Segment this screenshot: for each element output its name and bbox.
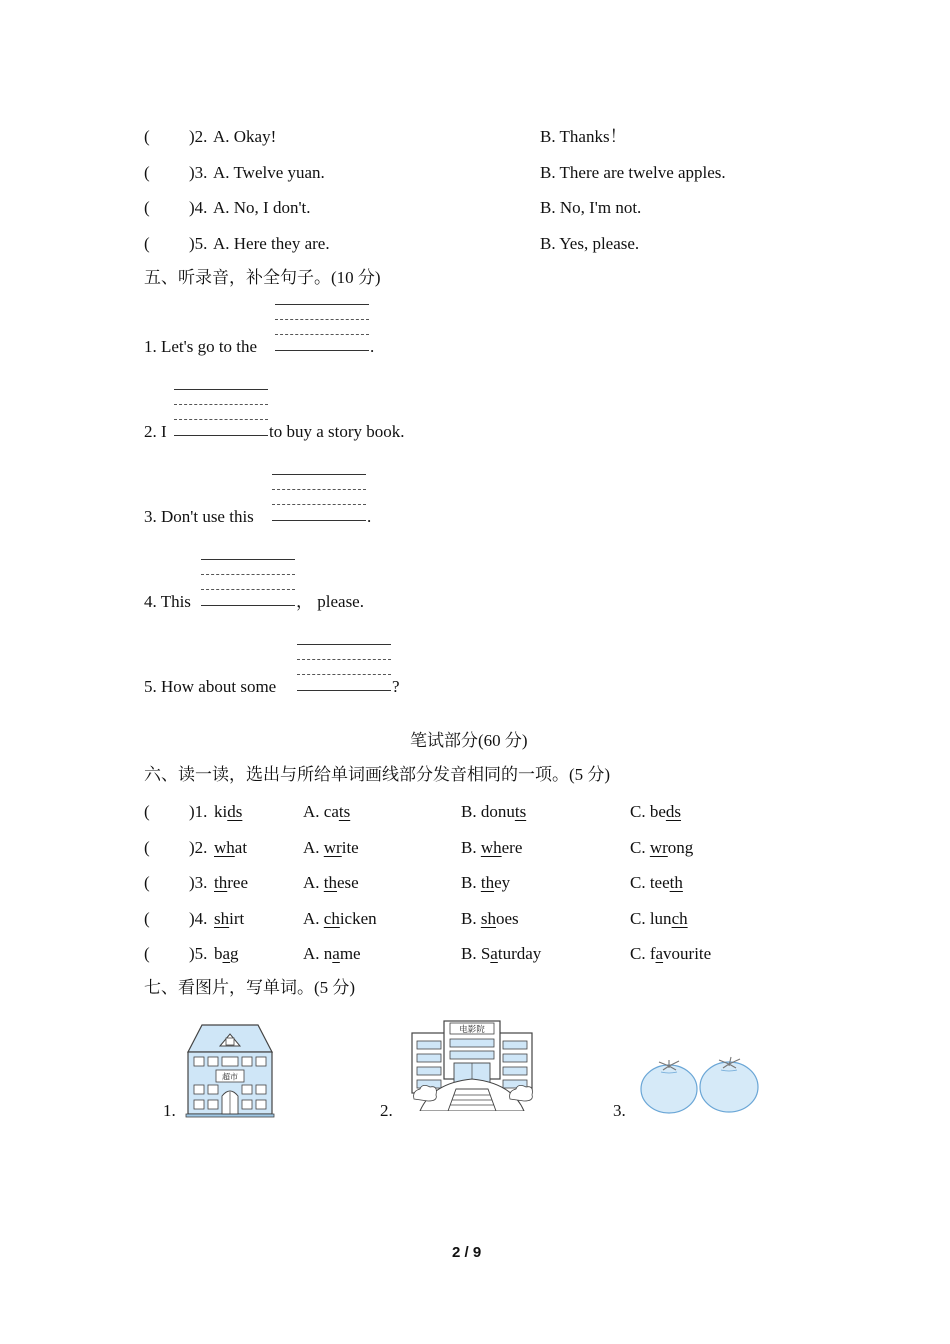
writing-line — [275, 319, 369, 320]
underlined-part: a — [490, 944, 498, 963]
word-part: A. — [303, 873, 324, 892]
question-number: )3. — [189, 873, 208, 892]
option-b — [461, 802, 526, 822]
writing-line — [174, 435, 268, 436]
option-b — [461, 873, 510, 893]
question-number: )2. — [189, 837, 208, 857]
underlined-part: wh — [480, 837, 502, 857]
writing-line — [297, 674, 391, 675]
given-word — [214, 909, 244, 929]
writing-line — [272, 520, 366, 521]
sentence-text-before: 3. Don't use this — [144, 507, 254, 526]
word-part: C. tee — [630, 873, 670, 892]
word-part: A. — [303, 908, 324, 928]
section5-title: 五、听录音，补全句子。(10 分) — [144, 268, 381, 287]
option-a — [303, 873, 359, 893]
listening-number: )4. — [189, 198, 208, 217]
section7-item-2-number: 2. — [380, 1101, 393, 1120]
writing-lines — [201, 559, 295, 607]
given-word — [214, 944, 239, 964]
writing-lines — [275, 304, 369, 352]
written-part-title: 笔试部分(60 分) — [410, 731, 528, 750]
option-c — [630, 944, 711, 964]
question-paren: ( — [144, 944, 150, 963]
writing-line — [201, 574, 295, 575]
word-part: vourite — [663, 944, 712, 963]
writing-line — [297, 690, 391, 691]
word-part: B. — [461, 873, 481, 892]
listening-option-b: B. There are twelve apples. — [540, 162, 726, 182]
question-paren: ( — [144, 837, 150, 857]
listening-paren: ( — [144, 162, 150, 182]
given-word — [214, 802, 242, 822]
question-number: )5. — [189, 944, 208, 963]
option-c — [630, 909, 688, 929]
word-part: ere — [501, 837, 523, 857]
word-part: ite — [341, 837, 359, 857]
sentence-text-after: ? — [392, 677, 400, 696]
given-word — [214, 838, 247, 858]
sentence-text-after: . — [367, 507, 372, 526]
option-c — [630, 838, 693, 858]
section7-title: 七、看图片，写单词。(5 分) — [144, 978, 356, 997]
word-part: B. — [461, 908, 481, 928]
word-part: A. ca — [303, 802, 339, 821]
word-part: C. — [630, 837, 650, 857]
writing-lines — [297, 644, 391, 692]
word-part: ong — [667, 837, 694, 857]
sentence-text-after: . — [370, 337, 375, 356]
word-part: B. S — [461, 944, 491, 963]
option-c — [630, 802, 681, 822]
writing-lines — [174, 389, 268, 437]
sentence-text-before: 2. I — [144, 422, 167, 441]
writing-line — [275, 350, 369, 351]
underlined-part: th — [214, 873, 228, 892]
writing-line — [174, 404, 268, 405]
underlined-part: a — [655, 944, 664, 963]
listening-option-a: A. Okay! — [213, 127, 277, 146]
underlined-part: sh — [480, 908, 496, 928]
sentence-text-before: 5. How about some — [144, 677, 277, 696]
question-paren: ( — [144, 873, 150, 892]
underlined-part: ds — [227, 802, 243, 821]
option-a — [303, 909, 377, 929]
word-part: irt — [229, 908, 245, 928]
section7-item-1-number: 1. — [163, 1101, 176, 1120]
underlined-part: th — [480, 873, 495, 892]
listening-option-b: B. Yes, please. — [540, 233, 640, 253]
writing-line — [272, 489, 366, 490]
option-a — [303, 944, 361, 964]
underlined-part: th — [669, 873, 683, 892]
listening-option-a: A. No, I don't. — [213, 198, 311, 217]
word-part: C. be — [630, 802, 666, 821]
cinema-building-image — [408, 1019, 536, 1111]
sentence-text-before: 1. Let's go to the — [144, 337, 258, 356]
word-part: ree — [227, 873, 248, 892]
writing-line — [201, 589, 295, 590]
option-a — [303, 802, 350, 822]
listening-number: )2. — [189, 127, 208, 146]
listening-number: )5. — [189, 233, 208, 253]
writing-lines — [272, 474, 366, 522]
section7-item-3-number: 3. — [613, 1101, 626, 1120]
writing-line — [201, 605, 295, 606]
underlined-part: ds — [665, 802, 682, 821]
cinema-sign: 电影院 — [459, 1025, 485, 1035]
word-part: turday — [497, 944, 542, 963]
listening-paren: ( — [144, 198, 150, 217]
word-part: B. — [461, 837, 481, 857]
question-paren: ( — [144, 802, 150, 821]
underlined-part: ts — [338, 802, 351, 821]
underlined-part: sh — [214, 908, 230, 928]
word-part: me — [339, 944, 361, 963]
word-part: b — [214, 944, 223, 963]
listening-paren: ( — [144, 233, 150, 253]
word-part: icken — [339, 908, 377, 928]
writing-line — [297, 644, 391, 645]
question-paren: ( — [144, 908, 150, 928]
option-b — [461, 944, 541, 964]
listening-option-b: B. No, I'm not. — [540, 198, 642, 217]
option-b — [461, 838, 522, 858]
writing-line — [297, 659, 391, 660]
word-part: oes — [495, 908, 519, 928]
given-word — [214, 873, 248, 893]
writing-line — [272, 504, 366, 505]
writing-line — [174, 389, 268, 390]
underlined-part: wr — [323, 837, 342, 857]
listening-option-a: A. Here they are. — [213, 233, 330, 253]
supermarket-building-image — [184, 1022, 276, 1118]
underlined-part: ts — [514, 802, 527, 821]
sentence-text-before: 4. This — [144, 592, 191, 611]
writing-line — [201, 559, 295, 560]
listening-number: )3. — [189, 162, 208, 182]
word-part: g — [230, 944, 239, 963]
option-b — [461, 909, 519, 929]
question-number: )1. — [189, 802, 208, 821]
underlined-part: wr — [649, 837, 668, 857]
underlined-part: a — [222, 944, 231, 963]
tomatoes-image — [639, 1054, 761, 1116]
listening-option-b: B. Thanks！ — [540, 127, 627, 146]
option-a — [303, 838, 359, 858]
sentence-text-after: to buy a story book. — [269, 422, 405, 441]
writing-line — [275, 334, 369, 335]
supermarket-sign: 超市 — [222, 1072, 238, 1082]
word-part: C. f — [630, 944, 656, 963]
writing-line — [272, 474, 366, 475]
question-number: )4. — [189, 908, 208, 928]
word-part: B. donu — [461, 802, 515, 821]
underlined-part: ch — [323, 908, 340, 928]
listening-paren: ( — [144, 127, 150, 146]
listening-option-a: A. Twelve yuan. — [213, 162, 325, 182]
page-number: 2 / 9 — [452, 1244, 482, 1261]
writing-line — [174, 419, 268, 420]
word-part: C. lun — [630, 908, 672, 928]
word-part: at — [234, 837, 248, 857]
underlined-part: ch — [671, 908, 688, 928]
writing-line — [275, 304, 369, 305]
word-part: ki — [214, 802, 228, 821]
word-part: A. n — [303, 944, 333, 963]
section6-title: 六、读一读，选出与所给单词画线部分发音相同的一项。(5 分) — [144, 765, 611, 784]
sentence-text-after: ， please. — [296, 592, 364, 611]
word-part: ese — [337, 873, 359, 892]
option-c — [630, 873, 683, 893]
word-part: A. — [303, 837, 324, 857]
underlined-part: th — [323, 873, 338, 892]
underlined-part: wh — [214, 837, 235, 857]
word-part: ey — [494, 873, 511, 892]
underlined-part: a — [332, 944, 340, 963]
